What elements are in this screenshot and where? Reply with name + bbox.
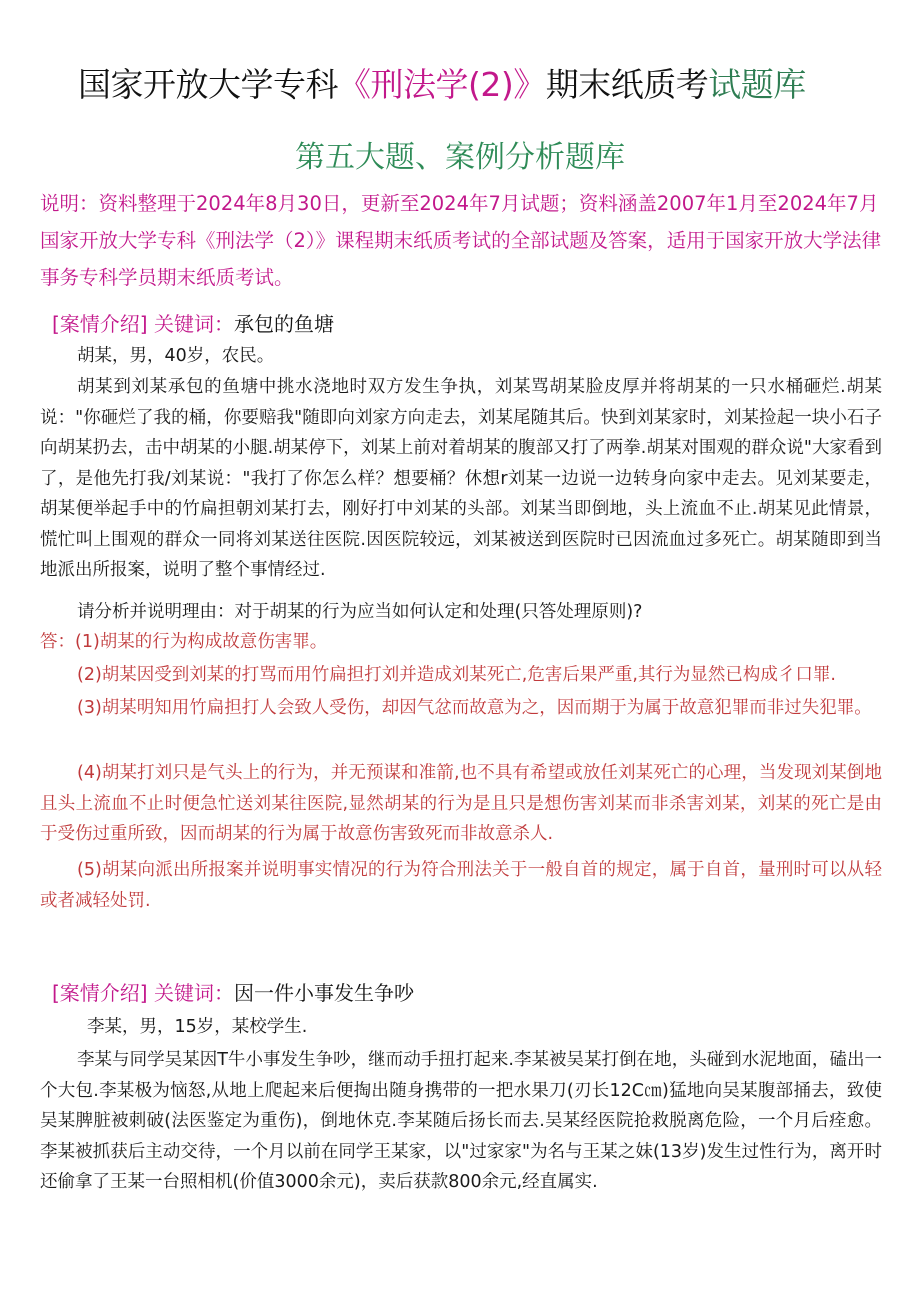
case1-answer-3: (3)胡某明知用竹扁担打人会致人受伤，却因气忿而故意为之，因而期于为属于故意犯罪而非过失犯罪。	[77, 698, 872, 718]
title-part-exam: 期末纸质考	[545, 65, 709, 104]
case1-answer-4: (4)胡某打刘只是气头上的行为，并无预谋和准箭,也不具有希望或放任刘某死亡的心理，当发现刘某倒地且头上流血不止时便急忙送刘某往医院,显然胡某的行为是且只是想伤害刘某而非杀害刘某，刘某的死亡是由于受伤过重所致，因而胡某的行为属于故意伤害致死而非故意杀人.	[40, 763, 882, 844]
title-part-course: 《刑法学(2)》	[338, 65, 546, 104]
section-subtitle: 第五大题、案例分析题库	[295, 140, 625, 175]
case1-question: 请分析并说明理由：对于胡某的行为应当如何认定和处理(只答处理原则)?	[77, 602, 643, 622]
case2-heading	[52, 978, 414, 1008]
case2-keyword: 因一件小事发生争吵	[233, 981, 414, 1005]
page-title	[78, 60, 806, 110]
answer-lead: 答：	[40, 632, 75, 652]
description-note: 说明：资料整理于2024年8月30日，更新至2024年7月试题；资料涵盖2007年1月至2024年7月国家开放大学专科《刑法学（2）》课程期末纸质考试的全部试题及答案，适用于国家开放大学法律事务专科学员期末纸质考试。	[40, 192, 882, 289]
case1-keyword-label: 关键词：	[153, 312, 234, 336]
title-part-bank: 试题库	[708, 65, 806, 104]
case1-label: [案情介绍]	[52, 312, 148, 336]
case2-person: 李某，男，15岁，某校学生.	[87, 1017, 308, 1037]
case1-answer-1	[40, 627, 882, 658]
case2-label: [案情介绍]	[52, 981, 148, 1005]
case1-heading	[52, 309, 334, 339]
case1-facts: 胡某到刘某承包的鱼塘中挑水浇地时双方发生争执，刘某骂胡某脸皮厚并将胡某的一只水桶砸烂.胡某说："你砸烂了我的桶，你要赔我"随即向刘家方向走去，刘某尾随其后。快到刘某家时，刘某捡起一块小石子向胡某扔去，击中胡某的小腿.胡某停下，刘某上前对着胡某的腹部又打了两拳.胡某对围观的群众说"大家看到了，是他先打我/刘某说："我打了你怎么样？想要桶？休想r刘某一边说一边转身向家中走去。见刘某要走，胡某便举起手中的竹扁担朝刘某打去，刚好打中刘某的头部。刘某当即倒地，头上流血不止.胡某见此情景，慌忙叫上围观的群众一同将刘某送往医院.因医院较远，刘某被送到医院时已因流血过多死亡。胡某随即到当地派出所报案，说明了整个事情经过.	[40, 377, 882, 580]
case1-person: 胡某，男，40岁，农民。	[77, 346, 275, 366]
title-part-school: 国家开放大学专科	[78, 65, 338, 104]
case1-answer-2: (2)胡某因受到刘某的打骂而用竹扁担打刘并造成刘某死亡,危害后果严重,其行为显然已构成彳口罪.	[77, 665, 836, 685]
case2-facts: 李某与同学吴某因T牛小事发生争吵，继而动手扭打起来.李某被吴某打倒在地，头碰到水泥地面，磕出一个大包.李某极为恼怒,从地上爬起来后便掏出随身携带的一把水果刀(刃长12C㎝)猛地向吴某腹部捅去，致使吴某脾脏被刺破(法医鉴定为重伤)，倒地休克.李某随后扬长而去.吴某经医院抢救脱离危险，一个月后痊愈。李某被抓获后主动交待，一个月以前在同学王某家，以"过家家"为名与王某之妹(13岁)发生过性行为，离开时还偷拿了王某一台照相机(价值3000余元)，卖后获款800余元,经直属实.	[40, 1050, 882, 1192]
case2-keyword-label: 关键词：	[153, 981, 234, 1005]
case1-answer-5: (5)胡某向派出所报案并说明事实情况的行为符合刑法关于一般自首的规定，属于自首，量刑时可以从轻或者减轻处罚.	[40, 860, 882, 911]
case1-keyword: 承包的鱼塘	[233, 312, 334, 336]
answer-item-text: (1)胡某的行为构成故意伤害罪。	[75, 632, 328, 652]
